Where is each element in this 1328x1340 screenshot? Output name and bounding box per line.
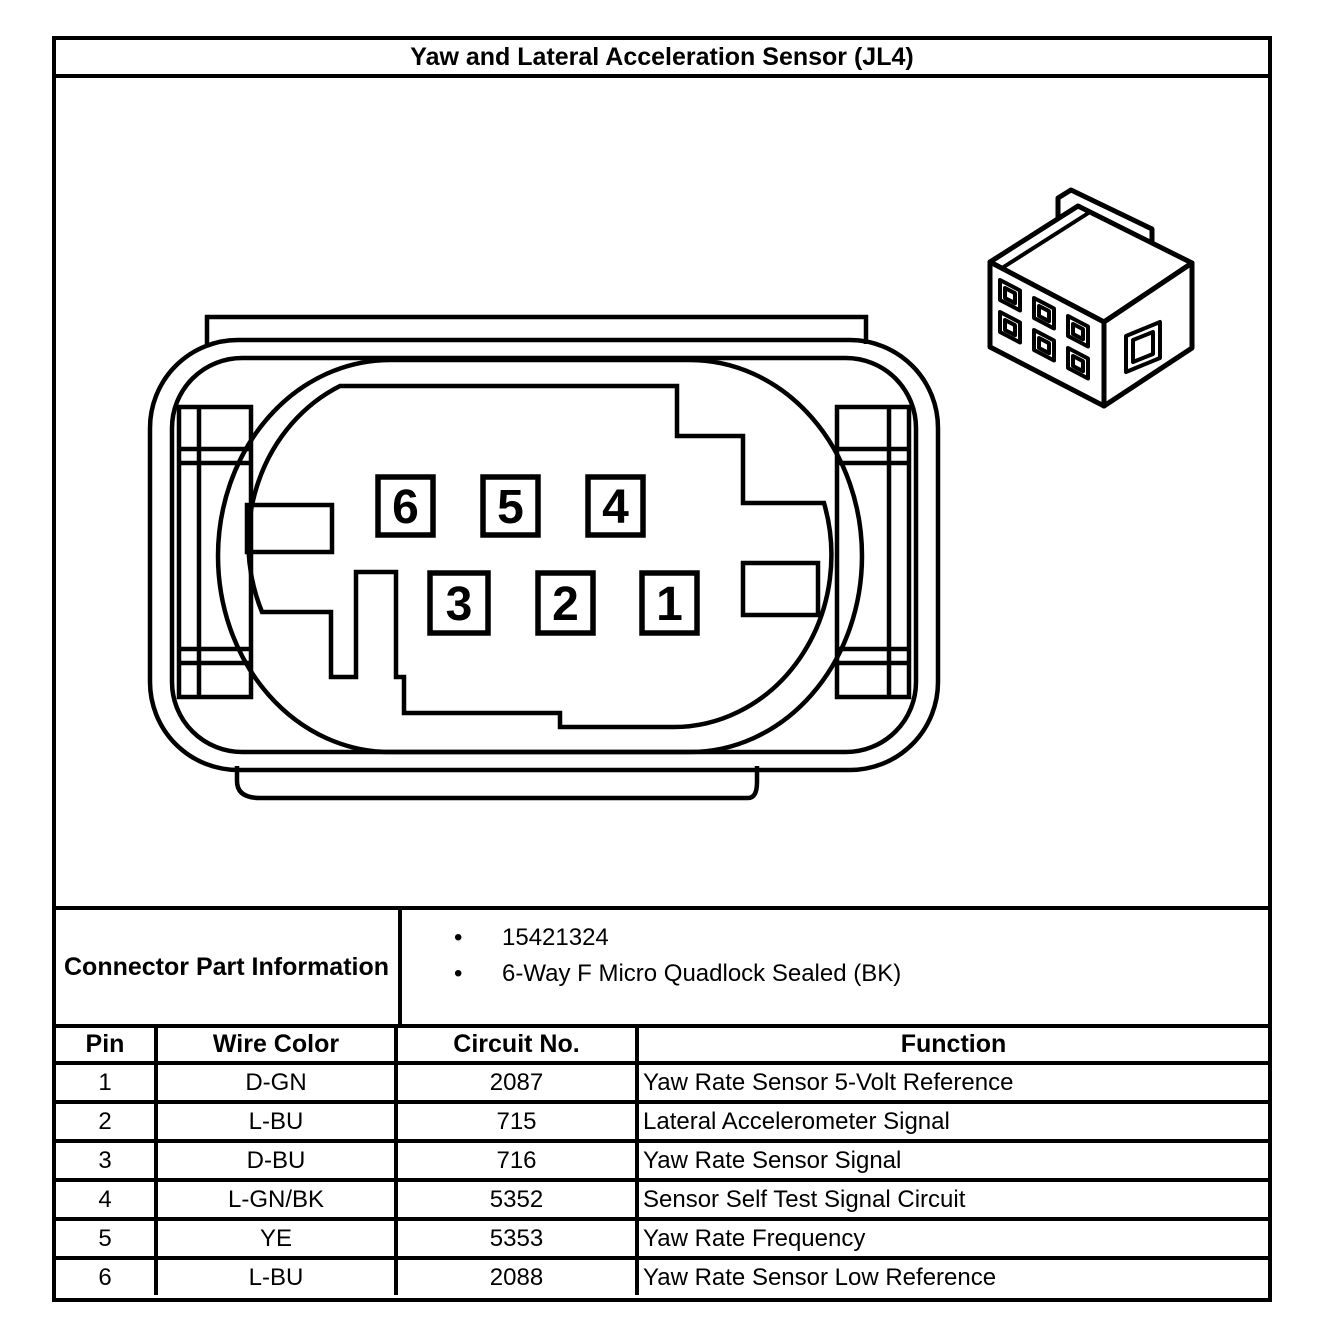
bullet-icon: • [454, 924, 463, 951]
connector-info-table [52, 36, 1272, 1302]
connector-face-diagram [56, 78, 1268, 906]
pin-2-label: 2 [552, 578, 579, 631]
pin-1-label: 1 [656, 578, 683, 631]
cell-function: Yaw Rate Sensor Signal [643, 1146, 902, 1174]
cell-wire-color: L-BU [158, 1260, 398, 1295]
outer-housing [150, 340, 938, 770]
cell-pin: 6 [56, 1260, 158, 1295]
cell-function: Sensor Self Test Signal Circuit [643, 1185, 966, 1213]
cell-wire-color: YE [158, 1221, 398, 1256]
inner-cavity-outline [248, 386, 831, 727]
bullet-icon: • [454, 960, 463, 987]
cell-function: Yaw Rate Sensor 5-Volt Reference [643, 1068, 1014, 1096]
table-row [56, 1104, 1268, 1143]
table-row [56, 1260, 1268, 1295]
cell-pin: 3 [56, 1143, 158, 1178]
cell-circuit-no: 5352 [398, 1182, 639, 1217]
pin-cavities [378, 477, 697, 633]
col-header-wire-color: Wire Color [158, 1028, 398, 1061]
cell-pin: 1 [56, 1065, 158, 1100]
cell-circuit-no: 715 [398, 1104, 639, 1139]
cell-wire-color: L-BU [158, 1104, 398, 1139]
pin-1 [642, 573, 697, 633]
cell-wire-color: L-GN/BK [158, 1182, 398, 1217]
right-latch-rail [837, 407, 909, 697]
pin-6-label: 6 [392, 481, 419, 534]
connector-part-info-values [402, 910, 1268, 1024]
cell-circuit-no: 716 [398, 1143, 639, 1178]
pin-5-label: 5 [497, 481, 524, 534]
pin-4-label: 4 [602, 481, 629, 534]
pin-2 [538, 573, 593, 633]
table-row [56, 1143, 1268, 1182]
left-keyway [247, 505, 332, 552]
connector-part-info-label: Connector Part Information [56, 910, 402, 1024]
col-header-function: Function [900, 1030, 1007, 1058]
col-header-pin: Pin [56, 1028, 158, 1061]
cell-function: Yaw Rate Frequency [643, 1224, 866, 1252]
inner-housing [172, 358, 916, 752]
cell-pin: 2 [56, 1104, 158, 1139]
table-row [56, 1182, 1268, 1221]
page-title: Yaw and Lateral Acceleration Sensor (JL4) [56, 40, 1268, 78]
part-number: 15421324 [502, 924, 609, 951]
pin-4 [588, 477, 643, 535]
part-description-item [402, 956, 1268, 992]
cell-wire-color: D-BU [158, 1143, 398, 1178]
table-row [56, 1221, 1268, 1260]
cell-function: Lateral Accelerometer Signal [643, 1107, 950, 1135]
pin-3-label: 3 [445, 578, 473, 631]
connector-isometric-view [990, 190, 1192, 406]
cell-circuit-no: 2087 [398, 1065, 639, 1100]
connector-part-info-row [56, 910, 1268, 1028]
pin-5 [483, 477, 538, 535]
pin-3 [430, 573, 488, 633]
right-keyway [743, 563, 818, 615]
table-row [56, 1065, 1268, 1104]
cell-pin: 4 [56, 1182, 158, 1217]
cell-pin: 5 [56, 1221, 158, 1256]
part-description: 6-Way F Micro Quadlock Sealed (BK) [502, 960, 902, 987]
connector-face-outline [150, 317, 938, 798]
part-number-item [402, 920, 1268, 956]
cell-function: Yaw Rate Sensor Low Reference [643, 1263, 997, 1291]
pin-table-header [56, 1028, 1268, 1065]
cell-circuit-no: 5353 [398, 1221, 639, 1256]
cell-wire-color: D-GN [158, 1065, 398, 1100]
col-header-circuit-no: Circuit No. [398, 1028, 639, 1061]
pin-6 [378, 477, 433, 535]
cell-circuit-no: 2088 [398, 1260, 639, 1295]
diagram-area [56, 78, 1268, 910]
